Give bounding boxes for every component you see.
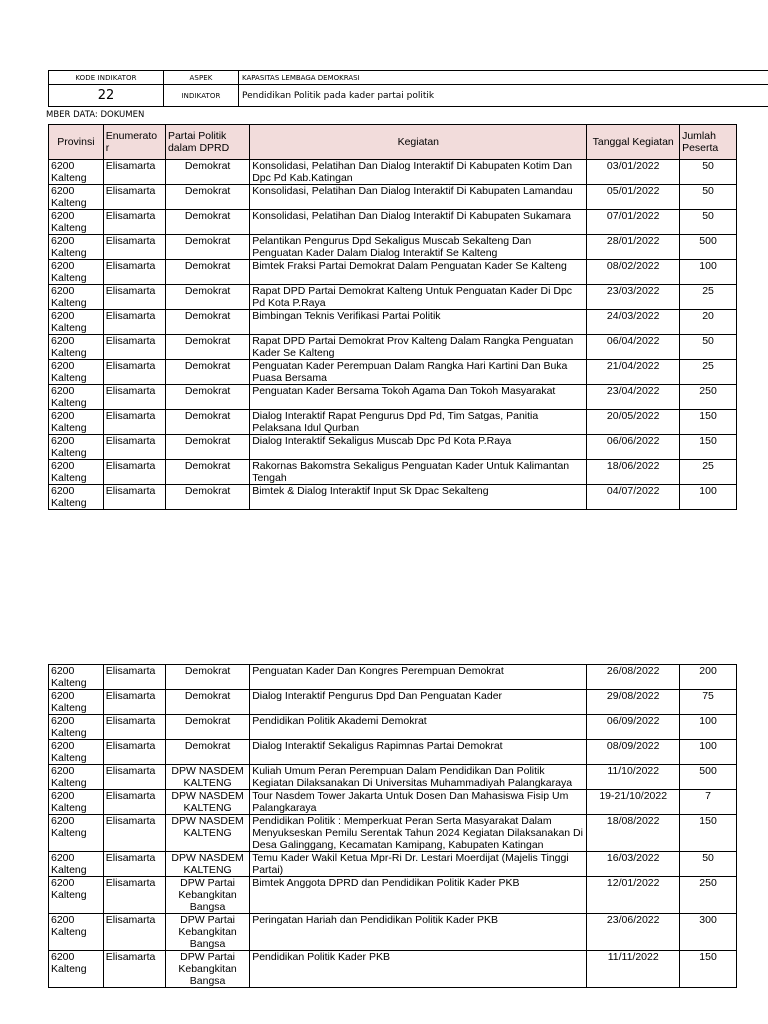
cell-partai: Demokrat bbox=[165, 435, 249, 460]
cell-partai: Demokrat bbox=[165, 740, 249, 765]
cell-partai: Demokrat bbox=[165, 285, 249, 310]
cell-provinsi: 6200 Kalteng bbox=[49, 460, 104, 485]
cell-enumerator: Elisamarta bbox=[103, 740, 165, 765]
cell-jumlah: 200 bbox=[680, 665, 737, 690]
cell-provinsi: 6200 Kalteng bbox=[49, 160, 104, 185]
cell-tanggal: 11/11/2022 bbox=[587, 951, 680, 988]
cell-enumerator: Elisamarta bbox=[103, 435, 165, 460]
cell-partai: Demokrat bbox=[165, 310, 249, 335]
cell-jumlah: 150 bbox=[680, 435, 737, 460]
cell-partai: Demokrat bbox=[165, 460, 249, 485]
cell-kegiatan: Bimtek Fraksi Partai Demokrat Dalam Penguatan Kader Se Kalteng bbox=[250, 260, 587, 285]
cell-enumerator: Elisamarta bbox=[103, 285, 165, 310]
cell-enumerator: Elisamarta bbox=[103, 715, 165, 740]
cell-tanggal: 23/04/2022 bbox=[587, 385, 680, 410]
kode-indikator-value: 22 bbox=[49, 85, 164, 107]
table-row bbox=[49, 385, 737, 410]
indikator-label: INDIKATOR bbox=[164, 85, 239, 107]
cell-jumlah: 250 bbox=[680, 877, 737, 914]
cell-jumlah: 20 bbox=[680, 310, 737, 335]
cell-kegiatan: Penguatan Kader Dan Kongres Perempuan Demokrat bbox=[250, 665, 587, 690]
col-jumlah: Jumlah Peserta bbox=[680, 125, 737, 160]
cell-partai: Demokrat bbox=[165, 185, 249, 210]
table-row bbox=[49, 815, 737, 852]
cell-enumerator: Elisamarta bbox=[103, 385, 165, 410]
table-row bbox=[49, 715, 737, 740]
cell-provinsi: 6200 Kalteng bbox=[49, 914, 104, 951]
cell-enumerator: Elisamarta bbox=[103, 185, 165, 210]
cell-provinsi: 6200 Kalteng bbox=[49, 951, 104, 988]
cell-jumlah: 150 bbox=[680, 951, 737, 988]
table-row bbox=[49, 665, 737, 690]
cell-provinsi: 6200 Kalteng bbox=[49, 765, 104, 790]
table-row bbox=[49, 210, 737, 235]
cell-kegiatan: Bimtek & Dialog Interaktif Input Sk Dpac Sekalteng bbox=[250, 485, 587, 510]
table-row bbox=[49, 460, 737, 485]
cell-jumlah: 100 bbox=[680, 260, 737, 285]
cell-kegiatan: Bimtek Anggota DPRD dan Pendidikan Politik Kader PKB bbox=[250, 877, 587, 914]
table-row bbox=[49, 310, 737, 335]
cell-partai: Demokrat bbox=[165, 485, 249, 510]
cell-tanggal: 05/01/2022 bbox=[587, 185, 680, 210]
cell-tanggal: 07/01/2022 bbox=[587, 210, 680, 235]
cell-enumerator: Elisamarta bbox=[103, 914, 165, 951]
cell-kegiatan: Pendidikan Politik Kader PKB bbox=[250, 951, 587, 988]
cell-partai: DPW Partai Kebangkitan Bangsa bbox=[165, 877, 249, 914]
cell-tanggal: 16/03/2022 bbox=[587, 852, 680, 877]
cell-partai: Demokrat bbox=[165, 235, 249, 260]
cell-enumerator: Elisamarta bbox=[103, 765, 165, 790]
cell-kegiatan: Dialog Interaktif Sekaligus Muscab Dpc Pd Kota P.Raya bbox=[250, 435, 587, 460]
cell-provinsi: 6200 Kalteng bbox=[49, 485, 104, 510]
cell-jumlah: 250 bbox=[680, 385, 737, 410]
cell-provinsi: 6200 Kalteng bbox=[49, 360, 104, 385]
cell-partai: Demokrat bbox=[165, 715, 249, 740]
cell-kegiatan: Rapat DPD Partai Demokrat Kalteng Untuk Penguatan Kader Di Dpc Pd Kota P.Raya bbox=[250, 285, 587, 310]
cell-enumerator: Elisamarta bbox=[103, 877, 165, 914]
cell-provinsi: 6200 Kalteng bbox=[49, 235, 104, 260]
table-row bbox=[49, 790, 737, 815]
cell-kegiatan: Dialog Interaktif Rapat Pengurus Dpd Pd, Tim Satgas, Panitia Pelaksana Idul Qurban bbox=[250, 410, 587, 435]
cell-tanggal: 29/08/2022 bbox=[587, 690, 680, 715]
cell-jumlah: 100 bbox=[680, 740, 737, 765]
cell-provinsi: 6200 Kalteng bbox=[49, 690, 104, 715]
cell-partai: DPW Partai Kebangkitan Bangsa bbox=[165, 914, 249, 951]
cell-jumlah: 75 bbox=[680, 690, 737, 715]
cell-partai: Demokrat bbox=[165, 210, 249, 235]
activities-table-page2 bbox=[48, 664, 737, 988]
col-enumerator: Enumerato r bbox=[103, 125, 165, 160]
table-row bbox=[49, 485, 737, 510]
cell-tanggal: 28/01/2022 bbox=[587, 235, 680, 260]
cell-enumerator: Elisamarta bbox=[103, 460, 165, 485]
cell-kegiatan: Rapat DPD Partai Demokrat Prov Kalteng Dalam Rangka Penguatan Kader Se Kalteng bbox=[250, 335, 587, 360]
cell-kegiatan: Bimbingan Teknis Verifikasi Partai Politik bbox=[250, 310, 587, 335]
cell-enumerator: Elisamarta bbox=[103, 310, 165, 335]
cell-provinsi: 6200 Kalteng bbox=[49, 210, 104, 235]
cell-provinsi: 6200 Kalteng bbox=[49, 335, 104, 360]
cell-provinsi: 6200 Kalteng bbox=[49, 665, 104, 690]
cell-tanggal: 08/02/2022 bbox=[587, 260, 680, 285]
table-row bbox=[49, 740, 737, 765]
cell-kegiatan: Konsolidasi, Pelatihan Dan Dialog Interaktif Di Kabupaten Sukamara bbox=[250, 210, 587, 235]
col-partai: Partai Politik dalam DPRD bbox=[165, 125, 249, 160]
table-row bbox=[49, 360, 737, 385]
cell-tanggal: 18/08/2022 bbox=[587, 815, 680, 852]
cell-jumlah: 25 bbox=[680, 460, 737, 485]
table-row bbox=[49, 335, 737, 360]
table-row bbox=[49, 235, 737, 260]
activities-table-page1 bbox=[48, 124, 737, 510]
cell-tanggal: 06/04/2022 bbox=[587, 335, 680, 360]
cell-jumlah: 150 bbox=[680, 815, 737, 852]
cell-tanggal: 23/06/2022 bbox=[587, 914, 680, 951]
cell-jumlah: 500 bbox=[680, 765, 737, 790]
cell-tanggal: 20/05/2022 bbox=[587, 410, 680, 435]
cell-tanggal: 19-21/10/2022 bbox=[587, 790, 680, 815]
cell-partai: Demokrat bbox=[165, 690, 249, 715]
cell-provinsi: 6200 Kalteng bbox=[49, 435, 104, 460]
cell-enumerator: Elisamarta bbox=[103, 160, 165, 185]
indicator-header bbox=[48, 70, 768, 107]
cell-provinsi: 6200 Kalteng bbox=[49, 285, 104, 310]
cell-tanggal: 04/07/2022 bbox=[587, 485, 680, 510]
cell-provinsi: 6200 Kalteng bbox=[49, 715, 104, 740]
cell-tanggal: 24/03/2022 bbox=[587, 310, 680, 335]
cell-provinsi: 6200 Kalteng bbox=[49, 410, 104, 435]
cell-tanggal: 23/03/2022 bbox=[587, 285, 680, 310]
cell-kegiatan: Penguatan Kader Bersama Tokoh Agama Dan Tokoh Masyarakat bbox=[250, 385, 587, 410]
cell-partai: Demokrat bbox=[165, 335, 249, 360]
cell-kegiatan: Pelantikan Pengurus Dpd Sekaligus Muscab Sekalteng Dan Penguatan Kader Dalam Dialog Interaktif Se Kalteng bbox=[250, 235, 587, 260]
indikator-value: Pendidikan Politik pada kader partai politik bbox=[239, 85, 768, 107]
cell-provinsi: 6200 Kalteng bbox=[49, 740, 104, 765]
cell-tanggal: 12/01/2022 bbox=[587, 877, 680, 914]
table-body-page2 bbox=[49, 665, 737, 988]
cell-jumlah: 50 bbox=[680, 852, 737, 877]
cell-enumerator: Elisamarta bbox=[103, 690, 165, 715]
cell-jumlah: 300 bbox=[680, 914, 737, 951]
cell-kegiatan: Pendidikan Politik Akademi Demokrat bbox=[250, 715, 587, 740]
cell-kegiatan: Tour Nasdem Tower Jakarta Untuk Dosen Dan Mahasiswa Fisip Um Palangkaraya bbox=[250, 790, 587, 815]
table-row bbox=[49, 914, 737, 951]
cell-enumerator: Elisamarta bbox=[103, 790, 165, 815]
cell-jumlah: 50 bbox=[680, 185, 737, 210]
table-row bbox=[49, 160, 737, 185]
table-row bbox=[49, 690, 737, 715]
cell-enumerator: Elisamarta bbox=[103, 260, 165, 285]
cell-provinsi: 6200 Kalteng bbox=[49, 385, 104, 410]
cell-enumerator: Elisamarta bbox=[103, 852, 165, 877]
cell-enumerator: Elisamarta bbox=[103, 235, 165, 260]
table-row bbox=[49, 260, 737, 285]
table-body-page1 bbox=[49, 160, 737, 510]
cell-enumerator: Elisamarta bbox=[103, 360, 165, 385]
cell-enumerator: Elisamarta bbox=[103, 485, 165, 510]
cell-provinsi: 6200 Kalteng bbox=[49, 852, 104, 877]
aspek-label: ASPEK bbox=[164, 71, 239, 85]
cell-tanggal: 03/01/2022 bbox=[587, 160, 680, 185]
cell-enumerator: Elisamarta bbox=[103, 410, 165, 435]
cell-provinsi: 6200 Kalteng bbox=[49, 185, 104, 210]
cell-tanggal: 08/09/2022 bbox=[587, 740, 680, 765]
sumber-data-label: MBER DATA: DOKUMEN bbox=[46, 110, 145, 120]
cell-provinsi: 6200 Kalteng bbox=[49, 790, 104, 815]
cell-enumerator: Elisamarta bbox=[103, 815, 165, 852]
kode-indikator-label: KODE INDIKATOR bbox=[49, 71, 164, 85]
cell-kegiatan: Dialog Interaktif Pengurus Dpd Dan Penguatan Kader bbox=[250, 690, 587, 715]
cell-partai: Demokrat bbox=[165, 385, 249, 410]
col-provinsi: Provinsi bbox=[49, 125, 104, 160]
cell-kegiatan: Penguatan Kader Perempuan Dalam Rangka Hari Kartini Dan Buka Puasa Bersama bbox=[250, 360, 587, 385]
table-row bbox=[49, 285, 737, 310]
table-row bbox=[49, 877, 737, 914]
cell-provinsi: 6200 Kalteng bbox=[49, 815, 104, 852]
cell-enumerator: Elisamarta bbox=[103, 951, 165, 988]
cell-partai: Demokrat bbox=[165, 665, 249, 690]
table-header-row bbox=[49, 125, 737, 160]
table-row bbox=[49, 435, 737, 460]
cell-partai: Demokrat bbox=[165, 360, 249, 385]
table-row bbox=[49, 410, 737, 435]
cell-jumlah: 25 bbox=[680, 360, 737, 385]
cell-partai: Demokrat bbox=[165, 260, 249, 285]
cell-kegiatan: Pendidikan Politik : Memperkuat Peran Serta Masyarakat Dalam Menyukseskan Pemilu Serentak Tahun 2024 Kegiatan Dilaksanakan Di Desa Galinggang, Kecamatan Kamipang, Kabupaten Katingan bbox=[250, 815, 587, 852]
cell-kegiatan: Dialog Interaktif Sekaligus Rapimnas Partai Demokrat bbox=[250, 740, 587, 765]
cell-partai: Demokrat bbox=[165, 160, 249, 185]
aspek-value: KAPASITAS LEMBAGA DEMOKRASI bbox=[239, 71, 768, 85]
cell-jumlah: 50 bbox=[680, 210, 737, 235]
table-row bbox=[49, 765, 737, 790]
cell-kegiatan: Kuliah Umum Peran Perempuan Dalam Pendidikan Dan Politik Kegiatan Dilaksanakan Di Universitas Muhammadiyah Palangkaraya bbox=[250, 765, 587, 790]
cell-jumlah: 50 bbox=[680, 335, 737, 360]
cell-tanggal: 06/09/2022 bbox=[587, 715, 680, 740]
cell-enumerator: Elisamarta bbox=[103, 665, 165, 690]
col-tanggal: Tanggal Kegiatan bbox=[587, 125, 680, 160]
cell-tanggal: 26/08/2022 bbox=[587, 665, 680, 690]
cell-kegiatan: Peringatan Hariah dan Pendidikan Politik Kader PKB bbox=[250, 914, 587, 951]
cell-jumlah: 150 bbox=[680, 410, 737, 435]
cell-kegiatan: Temu Kader Wakil Ketua Mpr-Ri Dr. Lestari Moerdijat (Majelis Tinggi Partai) bbox=[250, 852, 587, 877]
cell-tanggal: 06/06/2022 bbox=[587, 435, 680, 460]
col-kegiatan: Kegiatan bbox=[250, 125, 587, 160]
cell-jumlah: 100 bbox=[680, 715, 737, 740]
cell-jumlah: 500 bbox=[680, 235, 737, 260]
cell-enumerator: Elisamarta bbox=[103, 210, 165, 235]
cell-tanggal: 11/10/2022 bbox=[587, 765, 680, 790]
cell-provinsi: 6200 Kalteng bbox=[49, 310, 104, 335]
cell-kegiatan: Konsolidasi, Pelatihan Dan Dialog Interaktif Di Kabupaten Kotim Dan Dpc Pd Kab.Katingan bbox=[250, 160, 587, 185]
cell-partai: DPW NASDEM KALTENG bbox=[165, 790, 249, 815]
cell-partai: Demokrat bbox=[165, 410, 249, 435]
cell-provinsi: 6200 Kalteng bbox=[49, 260, 104, 285]
cell-jumlah: 50 bbox=[680, 160, 737, 185]
table-row bbox=[49, 951, 737, 988]
cell-tanggal: 18/06/2022 bbox=[587, 460, 680, 485]
table-row bbox=[49, 852, 737, 877]
cell-kegiatan: Konsolidasi, Pelatihan Dan Dialog Interaktif Di Kabupaten Lamandau bbox=[250, 185, 587, 210]
cell-jumlah: 7 bbox=[680, 790, 737, 815]
cell-jumlah: 25 bbox=[680, 285, 737, 310]
cell-provinsi: 6200 Kalteng bbox=[49, 877, 104, 914]
cell-partai: DPW Partai Kebangkitan Bangsa bbox=[165, 951, 249, 988]
cell-jumlah: 100 bbox=[680, 485, 737, 510]
cell-partai: DPW NASDEM KALTENG bbox=[165, 815, 249, 852]
cell-kegiatan: Rakornas Bakomstra Sekaligus Penguatan Kader Untuk Kalimantan Tengah bbox=[250, 460, 587, 485]
cell-enumerator: Elisamarta bbox=[103, 335, 165, 360]
cell-tanggal: 21/04/2022 bbox=[587, 360, 680, 385]
cell-partai: DPW NASDEM KALTENG bbox=[165, 852, 249, 877]
table-row bbox=[49, 185, 737, 210]
cell-partai: DPW NASDEM KALTENG bbox=[165, 765, 249, 790]
